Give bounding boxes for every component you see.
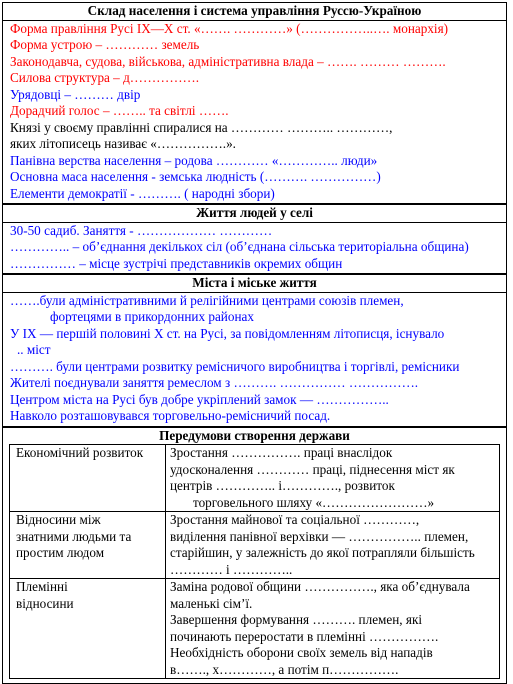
table-row (10, 579, 500, 679)
line-residents: Жителі поєднували заняття ремеслом з ………. …………… ……………. (3, 375, 506, 392)
line-posad: Навколо розташовувався торговельно-ремісничий посад. (3, 408, 506, 425)
section-title-preconditions: Передумови створення держави (3, 427, 506, 445)
section-preconditions (2, 427, 507, 684)
line-cities-count-2: .. міст (3, 342, 506, 359)
content-line: удосконалення ………… праці, піднесення міст як (170, 462, 499, 479)
content-line: починають переростати в племінні ……………. (170, 629, 499, 646)
content-line: центрів ………….. і…………., розвиток (170, 478, 499, 495)
content-line: торговельного шляху «……………………» (170, 495, 499, 512)
content-line: Заміна родової общини ……………., яка об’єднувала (170, 579, 499, 596)
line-cities-centers-1: …….були адміністративними й релігійними центрами союзів племен, (3, 293, 506, 310)
preconditions-table (9, 444, 500, 679)
label-line: відносини (16, 596, 165, 613)
line-meeting: …………… – місце зустрічі представників окремих общин (3, 256, 506, 273)
label-line: Племінні (16, 579, 165, 596)
content-line: старійшин, у залежність до якої потрапляли більшість (170, 545, 499, 562)
line-community: ………….. – об’єднання декількох сіл (об’єднана сільська територіальна община) (3, 239, 506, 256)
label-line: простим людом (16, 545, 165, 562)
line-democracy: Елементи демократії - ………. ( народні збори) (3, 186, 506, 203)
content-line: Необхідність оборони своїх земель від нападів (170, 645, 499, 662)
content-line: Зростання майнової та соціальної …………, (170, 512, 499, 529)
content-line: в……., х…………, а потім п……………. (170, 662, 499, 679)
row-label-economy (10, 445, 166, 512)
line-armed-force: Силова структура – д……………. (3, 70, 506, 87)
line-form-of-structure: Форма устрою – ………… земель (3, 37, 506, 54)
section-village-life (2, 204, 507, 274)
section-title-cities: Міста і міське життя (3, 274, 506, 293)
line-cities-centers-2: фортецями в прикордонних районах (3, 309, 506, 326)
line-princes-support-1: Князі у своєму правлінні спиралися на ………… ……….. …………, (3, 120, 506, 137)
section-body-cities (3, 293, 506, 426)
line-homesteads: 30-50 садиб. Заняття - ……………… ………… (3, 223, 506, 240)
content-line: Зростання ……………. праці внаслідок (170, 445, 499, 462)
line-form-of-rule: Форма правління Русі ІХ—Х ст. «……. …………» (……………..…. монархія) (3, 21, 506, 38)
label-line: знатними людьми та (16, 529, 165, 546)
document-sheet (2, 2, 507, 684)
row-label-tribal (10, 579, 166, 679)
row-content-tribal (166, 579, 500, 679)
label-line: Економічний розвиток (16, 445, 165, 462)
section-title-government: Склад населення і система управління Руссю-Україною (3, 3, 506, 21)
content-line: ………… і ………….. (170, 562, 499, 579)
section-government (2, 2, 507, 204)
line-advisory-voice: Дорадчий голос – …….. та світлі ……. (3, 103, 506, 120)
line-cities-count-1: У ІХ — першій половині Х ст. на Русі, за повідомленням літописця, існувало (3, 326, 506, 343)
label-line: Відносини між (16, 512, 165, 529)
line-powers: Законодавча, судова, військова, адміністративна влада – ……. ……… ………. (3, 54, 506, 71)
section-body-village-life (3, 223, 506, 274)
line-ruling-class: Панівна верства населення – родова ………… «………….. люди» (3, 153, 506, 170)
content-line: маленькі сім’ї. (170, 596, 499, 613)
content-line: Завершення формування ………. племен, які (170, 612, 499, 629)
line-main-population: Основна маса населення - земська людність (………. ……………) (3, 169, 506, 186)
row-content-economy (166, 445, 500, 512)
section-cities (2, 274, 507, 427)
line-princes-support-2: яких літописець називає «…………….». (3, 136, 506, 153)
row-content-relations (166, 512, 500, 579)
section-body-government (3, 21, 506, 204)
content-line: виділення панівної верхівки — …………….. племен, (170, 529, 499, 546)
section-title-village-life: Життя людей у селі (3, 204, 506, 223)
table-row (10, 512, 500, 579)
line-officials: Урядовці – ……… двір (3, 87, 506, 104)
line-city-center: Центром міста на Русі був добре укріплений замок — …………….. (3, 392, 506, 409)
row-label-relations (10, 512, 166, 579)
table-row (10, 445, 500, 512)
line-crafts-trade: ………. були центрами розвитку ремісничого виробництва і торгівлі, ремісники (3, 359, 506, 376)
